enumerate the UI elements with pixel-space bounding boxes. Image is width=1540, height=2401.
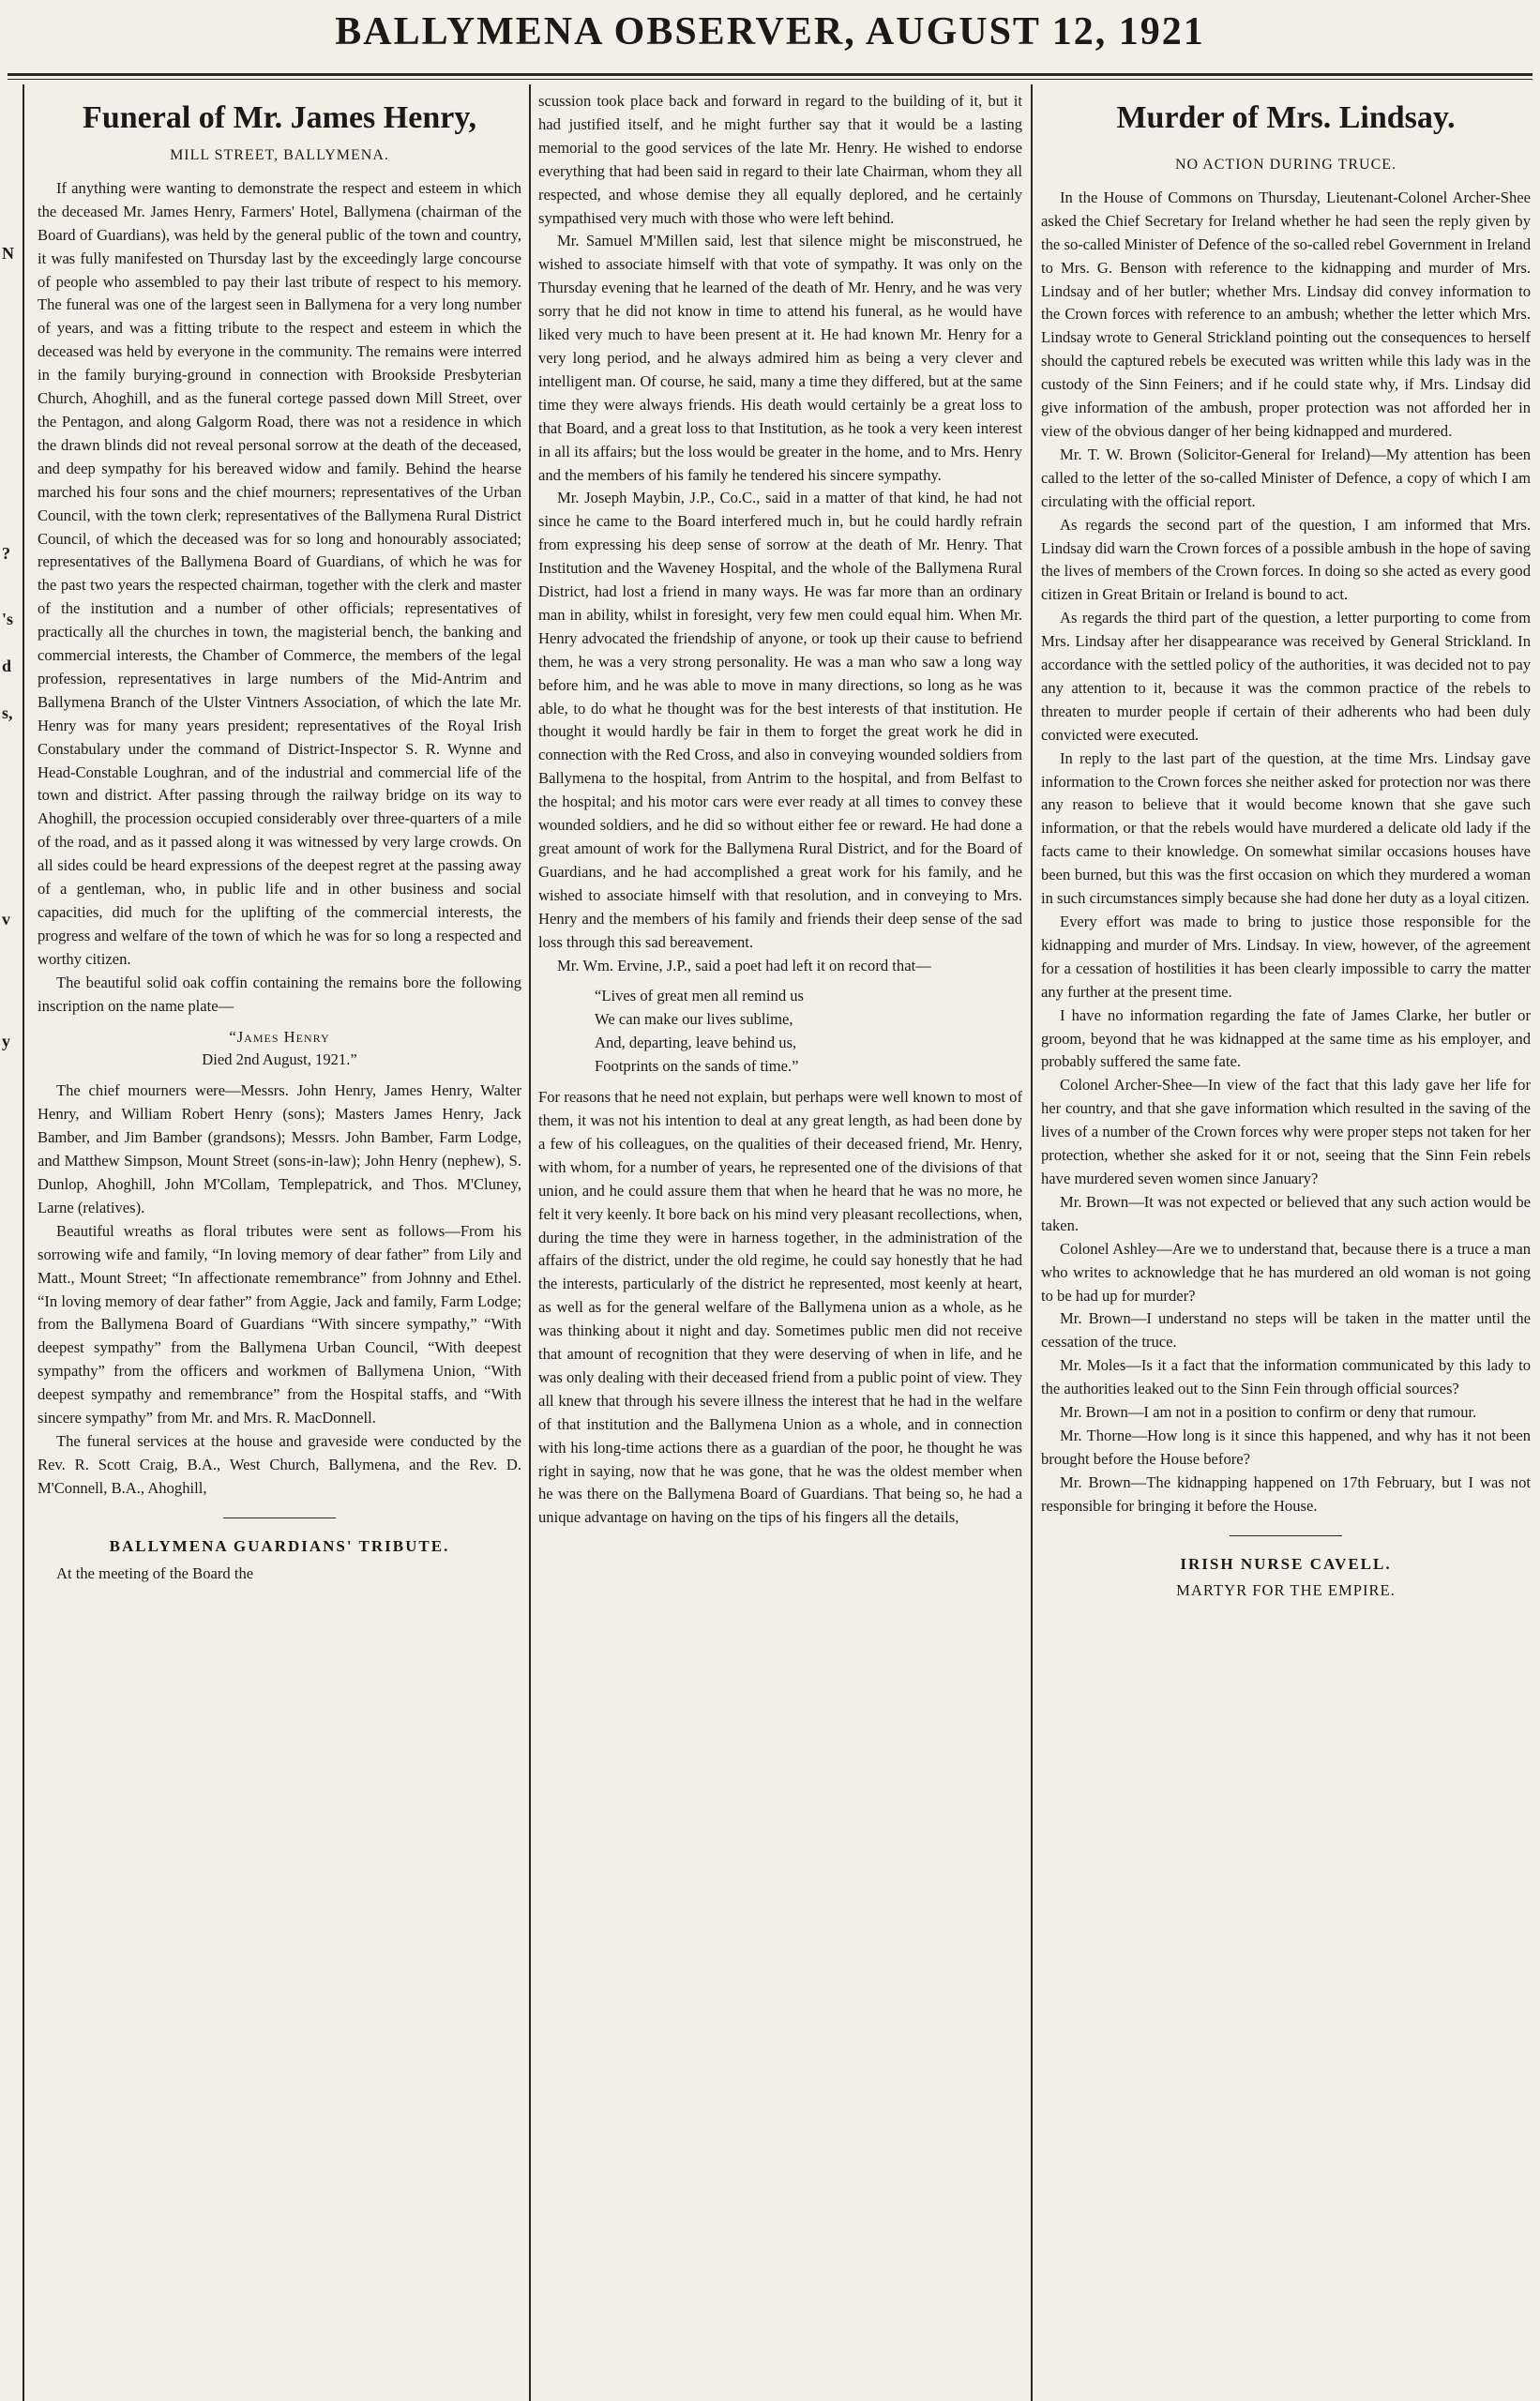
article-paragraph: Mr. Brown—The kidnapping happened on 17th February, but I was not responsible for bringing it before the House.	[1041, 1472, 1531, 1515]
poem-line: “Lives of great men all remind us	[595, 987, 805, 1005]
masthead-rule-thin	[8, 79, 1532, 80]
column-rule	[1031, 84, 1033, 2401]
article-paragraph: Every effort was made to bring to justice those responsible for the kidnapping and murder of Mrs. Lindsay. In view, however, of the agreement for a cessation of hostilities it has been clearly impossible to carry the matter any further at the present time.	[1041, 913, 1531, 1001]
section-divider	[1230, 1535, 1342, 1536]
article-headline: Murder of Mrs. Lindsay.	[1116, 100, 1456, 135]
article-paragraph: The beautiful solid oak coffin containing the remains bore the following inscription on the name plate—	[38, 973, 521, 1015]
section-heading: BALLYMENA GUARDIANS' TRIBUTE.	[109, 1536, 450, 1555]
article-paragraph: Colonel Ashley—Are we to understand that, because there is a truce a man who writes to acknowledge that he has murdered an old woman is not going to be had up for murder?	[1041, 1239, 1531, 1305]
column-funeral	[38, 90, 521, 2401]
poem-line: Footprints on the sands of time.”	[595, 1057, 799, 1076]
margin-fragment: N	[2, 244, 14, 263]
article-subhead: MILL STREET, BALLYMENA.	[170, 147, 389, 163]
name-plate-date: Died 2nd August, 1921.”	[202, 1050, 357, 1069]
poem-line: And, departing, leave behind us,	[595, 1034, 797, 1052]
margin-fragment: y	[2, 1032, 10, 1050]
article-paragraph: Mr. Brown—It was not expected or believed that any such action would be taken.	[1041, 1192, 1531, 1234]
article-paragraph: scussion took place back and forward in regard to the building of it, but it had justified itself, and he might further say that it would be a lasting memorial to the good services of the late Mr. Henry. He wished to endorse everything that had been said in regard to their late Chairman, whom they all respected, and whose demise they all equally deplored, and he certainly sympathised very much with those who were left behind.	[538, 92, 1022, 227]
article-paragraph: As regards the third part of the question, a letter purporting to come from Mrs. Lindsay after her disappearance was received by General Strickland. In accordance with the settled policy of the authorities, it was decided not to pay any attention to it, because it was the common practice of the rebels to threaten to murder people if certain of their adherents who had been duly convicted were executed.	[1041, 609, 1531, 744]
article-subhead: NO ACTION DURING TRUCE.	[1174, 157, 1397, 173]
article-paragraph: The chief mourners were—Messrs. John Henry, James Henry, Walter Henry, and William Robert Henry (sons); Masters James Henry, Jack Bamber, and Jim Bamber (grandsons); Messrs. John Bamber, Farm Lodge, and Matthew Simpson, Mount Street (sons-in-law); John Henry (nephew), S. Dunlop, Ahoghill, John M'Collam, Templepatrick, and Thos. M'Cluney, Larne (relatives).	[38, 1081, 521, 1216]
column-guardians-tribute	[538, 90, 1022, 2401]
column-lindsay-murder	[1041, 90, 1531, 2401]
article-paragraph: At the meeting of the Board the	[56, 1563, 254, 1582]
article-paragraph: Mr. Brown—I am not in a position to confirm or deny that rumour.	[1060, 1403, 1477, 1422]
margin-fragment: ?	[2, 544, 10, 563]
article-paragraph: For reasons that he need not explain, but perhaps were well known to most of them, it was not his intention to deal at any great length, as had been done by a few of his colleagues, on the qualities of their deceased friend, Mr. Henry, with whom, for a number of years, he represented one of the divisions of that union, and he could assure them that when he heard that he was no more, he felt it very keenly. It bore back on his mind very pleasant recollections, when, during the time they were in harness together, in the administration of the affairs of the district, under the old regime, he could say honestly that he had the interests, particularly of the district he represented, most keenly at heart, as well as for the general welfare of the Ballymena union as a whole, as he was thinking about it night and day. Sometimes public men did not receive that amount of recognition that they were deserving of when in life, and he was only dealing with their deceased friend from a public point of view. They all knew that through his severe illness the interest that he had in the welfare of that institution and the Ballymena Union as a whole, and in connection with his long-time actions there as a guardian of the poor, he thought he was right in saying, now that he was gone, that he was the oldest member when he was there on the Ballymena Board of Guardians. That being so, he had a unique advantage on having on the tips of his fingers all the details,	[538, 1088, 1022, 1527]
article-paragraph: Colonel Archer-Shee—In view of the fact that this lady gave her life for her country, and that she gave information which resulted in the saving of the lives of a number of the Crown forces why were proper steps not taken for her protection, whether she asked for it or not, seeing that the Sinn Fein rebels have murdered seven women since January?	[1041, 1076, 1531, 1187]
masthead: BALLYMENA OBSERVER, AUGUST 12, 1921	[335, 10, 1205, 53]
article-paragraph: Mr. Thorne—How long is it since this happened, and why has it not been brought before the House before?	[1041, 1426, 1531, 1468]
article-paragraph: Mr. Moles—Is it a fact that the information communicated by this lady to the authorities leaked out to the Sinn Fein through official sources?	[1041, 1356, 1531, 1398]
article-paragraph: Beautiful wreaths as floral tributes were sent as follows—From his sorrowing wife and family, “In loving memory of dear father” from Lily and Matt., Mount Street; “In affectionate remembrance” from Johnny and Ethel. “In loving memory of dear father” from Aggie, Jack and family, Farm Lodge; from the Ballymena Board of Guardians “With sincere sympathy,” “With deepest sympathy” from the Ballymena Urban Council, “With deepest sympathy” from the officers and workmen of Ballymena Union, “With deepest sympathy and remembrance” from the Hospital staffs, and “With sincere sympathy” from Mr. and Mrs. R. MacDonnell.	[38, 1221, 521, 1427]
masthead-rule	[8, 73, 1532, 76]
column-rule	[529, 84, 531, 2401]
article-paragraph: Mr. Wm. Ervine, J.P., said a poet had left it on record that—	[557, 956, 931, 974]
section-subheading: MARTYR FOR THE EMPIRE.	[1176, 1581, 1396, 1600]
article-paragraph: The funeral services at the house and graveside were conducted by the Rev. R. Scott Craig, B.A., West Church, Ballymena, and the Rev. D. M'Connell, B.A., Ahoghill,	[38, 1431, 521, 1497]
margin-fragment: s,	[2, 703, 13, 722]
article-paragraph: If anything were wanting to demonstrate the respect and esteem in which the deceased Mr. James Henry, Farmers' Hotel, Ballymena (chairman of the Board of Guardians), was held by the general public of the town and country, it was fully manifested on Thursday last by the exceedingly large concourse of people who assembled to pay their last tribute of respect to his memory. The funeral was one of the largest seen in Ballymena for a very long number of years, and was a fitting tribute to the respect and esteem in which the deceased was held by everyone in the community. The remains were interred in the family burying-ground in connection with Brookside Presbyterian Church, Ahoghill, and as the funeral cortege passed down Mill Street, over the Pentagon, and along Galgorm Road, there was not a residence in which the drawn blinds did not reveal personal sorrow at the death of the deceased, and deep sympathy for his bereaved widow and family. Behind the hearse marched his four sons and the chief mourners; representatives of the Urban Council, with the town clerk; representatives of the Ballymena Rural District Council, of which the deceased was for so long and honourably associated; representatives of the Ballymena Board of Guardians, of which he was for the past two years the respected chairman, together with the clerk and master of the institution and a number of other officials; representatives of practically all the churches in town, the magisterial bench, the banking and commercial interests, the Chamber of Commerce, the members of the legal profession, representatives in large numbers of the Mid-Antrim and Ballymena Branch of the Ulster Vintners Association, of which the late Mr. Henry was for many years president; representatives of the Royal Irish Constabulary under the command of District-Inspector S. R. Wynne and Head-Constable Loughran, and of the industrial and commercial life of the town and district. After passing through the railway bridge on its way to Ahoghill, the procession occupied considerably over three-quarters of a mile of the road, and as it passed along it was witnessed by very large crowds. On all sides could be heard expressions of the deepest regret at the passing away of a gentleman, who, in public life and in other business and social capacities, did much for the uplifting of the commercial interests, the progress and welfare of the town of which he was for so long a respected and worthy citizen.	[38, 178, 521, 968]
article-paragraph: Mr. Joseph Maybin, J.P., Co.C., said in a matter of that kind, he had not since he came to the Board interfered much in, but he could hardly refrain from expressing his deep sense of sorrow at the death of Mr. Henry. That Institution and the Waveney Hospital, and the whole of the Ballymena Rural District, had lost a friend in many ways. He was far more than an ordinary man in ability, whilst in foresight, very few men could equal him. When Mr. Henry advocated the friendship of anyone, or took up their cause to befriend them, he was a very strong personality. He was a man who saw a long way before him, and he was able to move in many directions, so long as he was able, to do what he thought was for the best interests of that institution. He thought it would hardly be fair in them to forget the great work he did in connection with the Red Cross, and also in conveying wounded soldiers from Ballymena to the hospital, from Antrim to the hospital, and from Belfast to the hospital; and his motor cars were ever ready at all times to convey these wounded soldiers, and he did so without either fee or reward. He had done a great amount of work for the Ballymena Rural District, and for the Board of Guardians, and he had accomplished a great work for his family, and he wished to associate himself with that resolution, and in conveying to Mrs. Henry and the members of his family and friends their deep sense of the sad loss through this sad bereavement.	[538, 489, 1022, 951]
article-paragraph: Mr. Samuel M'Millen said, lest that silence might be misconstrued, he wished to associate himself with that vote of sympathy. It was only on the Thursday evening that he learned of the death of Mr. Henry, and he was very sorry that he did not know in time to attend his funeral, as he would have liked very much to have been present at it. He had known Mr. Henry for a very long period, and he always admired him as being a very clever and intelligent man. Of course, he said, many a time they differed, but at the same time they were always friends. His death would certainly be a great loss to that Board, and a great loss to that Institution, as he took a very keen interest in all its affairs; but the loss would be greater in the home, and to Mrs. Henry and the members of his family he tendered his sincere sympathy.	[538, 232, 1022, 484]
article-paragraph: In the House of Commons on Thursday, Lieutenant-Colonel Archer-Shee asked the Chief Secretary for Ireland whether he had seen the reply given by the so-called Minister of Defence of the so-called rebel Government in Ireland to Mrs. G. Benson with reference to the kidnapping and murder of Mrs. Lindsay and of her butler; whether Mrs. Lindsay did convey information to the Crown forces with reference to an ambush; whether the letter which Mrs. Lindsay wrote to General Strickland pointing out the consequences to herself should the captured rebels be executed was written while this lady was in the custody of the Sinn Feiners; and if he could state why, if Mrs. Lindsay did give information of the ambush, proper protection was not afforded her in view of the obvious danger of her being kidnapped and murdered.	[1041, 188, 1531, 440]
left-margin-fragments	[0, 84, 24, 2401]
article-paragraph: In reply to the last part of the question, at the time Mrs. Lindsay gave information to the Crown forces she neither asked for protection nor was there any reason to believe that it would become known that she gave such information, or that the rebels would have murdered a delicate old lady if the facts came to their knowledge. On somewhat similar occasions houses have been burned, but this was the first occasion on which they murdered a woman in such circumstances simply because she had done her duty as a loyal citizen.	[1041, 748, 1531, 908]
article-paragraph: Mr. Brown—I understand no steps will be taken in the matter until the cessation of the truce.	[1041, 1309, 1531, 1352]
name-plate-name: “James Henry	[229, 1027, 330, 1046]
article-headline: Funeral of Mr. James Henry,	[83, 100, 476, 135]
article-paragraph: I have no information regarding the fate of James Clarke, her butler or groom, beyond that he was kidnapped at the same time as his employer, and probably suffered the same fate.	[1041, 1005, 1531, 1071]
margin-fragment: v	[2, 910, 10, 929]
margin-fragment: 's	[2, 610, 14, 628]
article-paragraph: As regards the second part of the question, I am informed that Mrs. Lindsay did warn the Crown forces of a possible ambush in the hope of saving the lives of members of the Crown forces. In doing so she acted as every good citizen in Great Britain or Ireland is bound to act.	[1041, 515, 1531, 604]
article-paragraph: Mr. T. W. Brown (Solicitor-General for Ireland)—My attention has been called to the letter of the so-called Minister of Defence, a copy of which I am circulating with the official report.	[1041, 445, 1531, 510]
margin-fragment: d	[2, 657, 12, 675]
poem	[538, 985, 1022, 1079]
poem-line: We can make our lives sublime,	[595, 1010, 793, 1029]
section-heading: IRISH NURSE CAVELL.	[1180, 1554, 1392, 1573]
